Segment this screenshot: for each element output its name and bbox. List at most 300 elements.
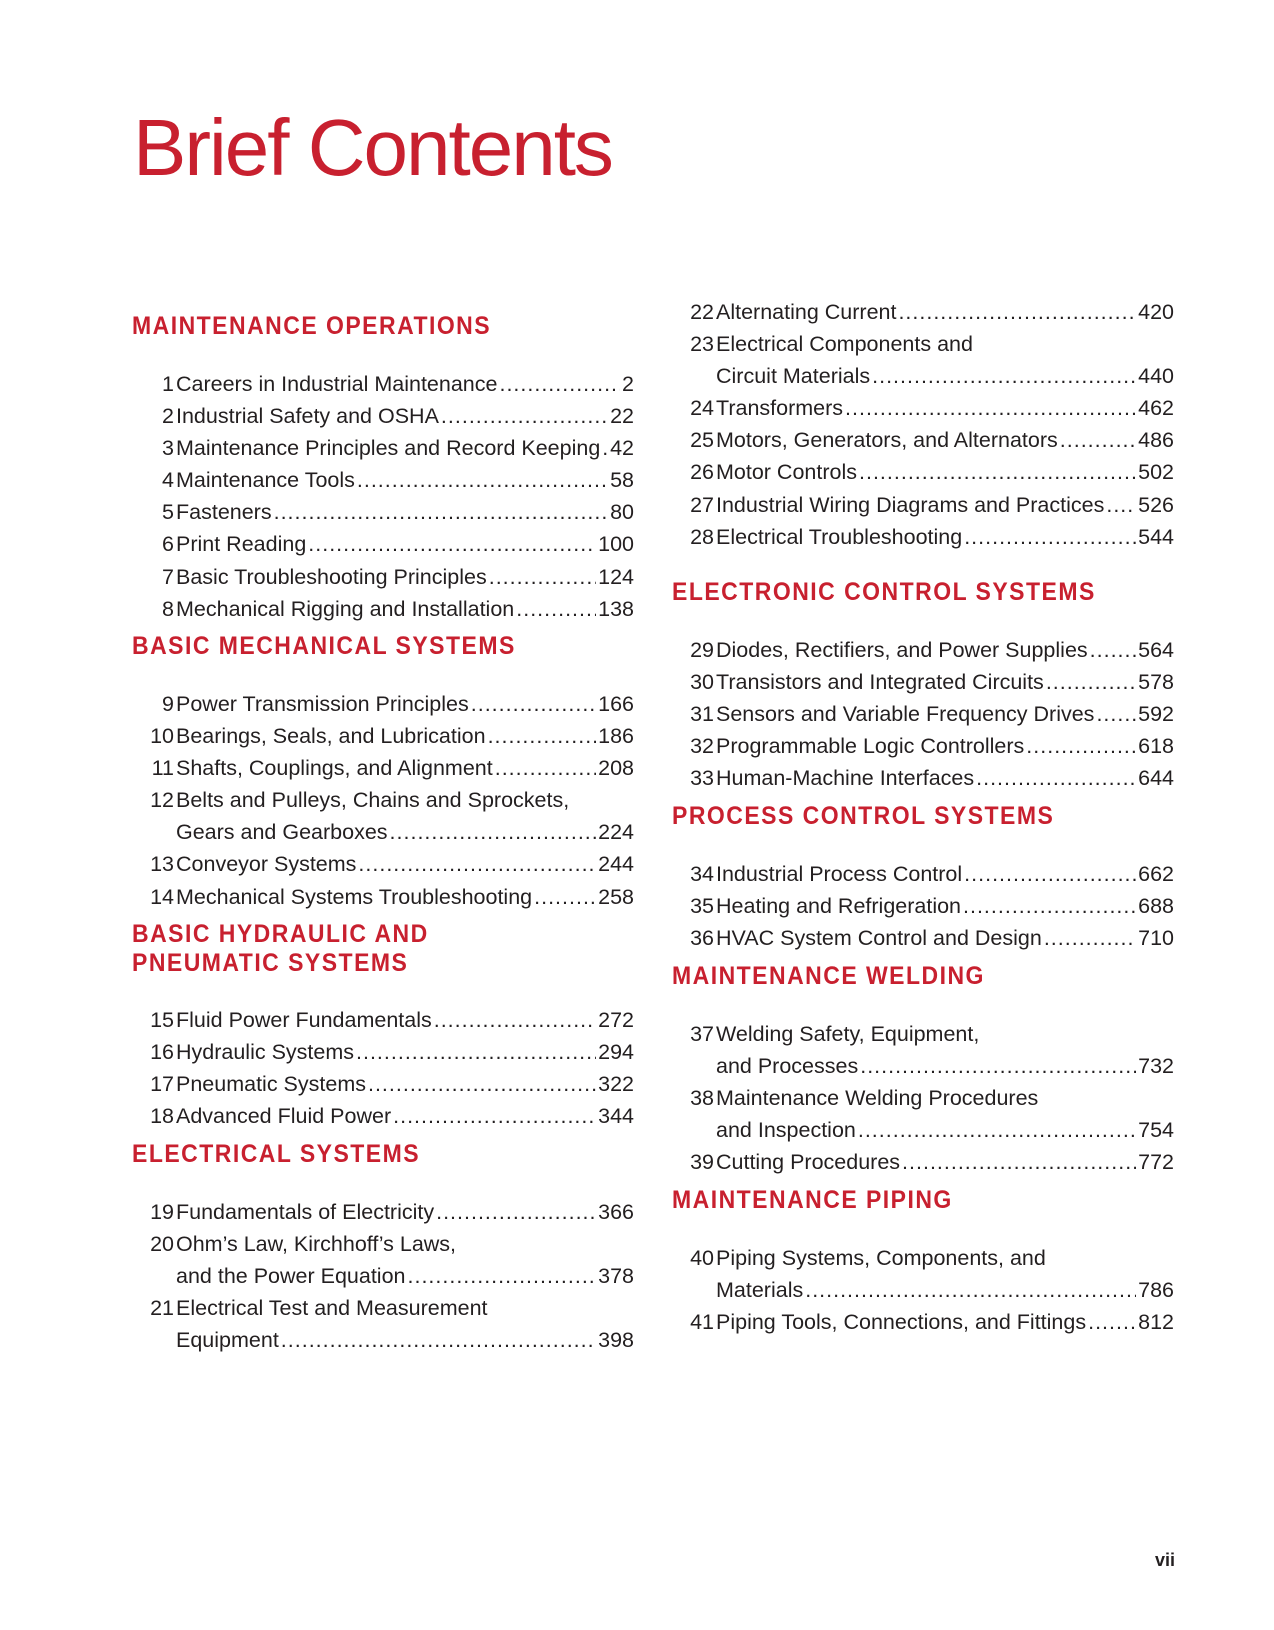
- page-number: 2: [622, 372, 634, 396]
- toc-entry[interactable]: [132, 1228, 634, 1292]
- toc-entry[interactable]: [672, 296, 1174, 328]
- toc-entry[interactable]: [132, 561, 634, 593]
- toc-entry-line: [672, 1306, 1174, 1338]
- chapter-title: Advanced Fluid Power: [176, 1104, 392, 1129]
- toc-entry[interactable]: [672, 1306, 1174, 1338]
- chapter-title-row: [716, 634, 1174, 666]
- page-number: 344: [598, 1104, 634, 1129]
- toc-section: [132, 920, 634, 1129]
- page-number: 754: [1138, 1118, 1174, 1143]
- toc-entry[interactable]: [672, 1082, 1174, 1146]
- chapter-number: 35: [690, 894, 714, 919]
- chapter-title-row: [716, 360, 1174, 392]
- toc-entry[interactable]: [672, 1242, 1174, 1306]
- page-number: 462: [1138, 396, 1174, 421]
- toc-entry-line: [672, 360, 1174, 392]
- page-number: 378: [598, 1264, 634, 1289]
- chapter-title: HVAC System Control and Design: [716, 926, 1042, 951]
- chapter-title-row: [716, 1146, 1174, 1178]
- toc-entry[interactable]: [132, 368, 634, 400]
- toc-entry-line: [132, 464, 634, 496]
- chapter-number: 40: [690, 1246, 714, 1270]
- chapter-title-row: [716, 1306, 1174, 1338]
- toc-entry[interactable]: [672, 392, 1174, 424]
- toc-entry-line: [672, 666, 1174, 698]
- chapter-title-row: [176, 464, 634, 496]
- dot-leader: [534, 881, 596, 913]
- dot-leader: [964, 521, 1136, 553]
- toc-entry-line: [672, 922, 1174, 954]
- page-number: 80: [610, 500, 634, 525]
- toc-entry-list: [672, 1242, 1174, 1338]
- chapter-number: 20: [150, 1232, 174, 1257]
- toc-entry[interactable]: [672, 666, 1174, 698]
- toc-entry-line: [672, 424, 1174, 456]
- toc-entry-line: [132, 528, 634, 560]
- toc-entry-line: [132, 1292, 634, 1324]
- chapter-title-row: [716, 1274, 1174, 1306]
- chapter-number: 7: [162, 564, 174, 589]
- section-heading-line: BASIC MECHANICAL SYSTEMS: [132, 632, 516, 660]
- dot-leader: [964, 858, 1136, 890]
- toc-entry[interactable]: [132, 1004, 634, 1036]
- chapter-title-row: [176, 784, 634, 816]
- page-number: 688: [1138, 894, 1174, 919]
- section-heading: [132, 312, 594, 341]
- chapter-title: Industrial Process Control: [716, 862, 963, 886]
- section-heading: [672, 1186, 1134, 1215]
- chapter-title: Fasteners: [176, 500, 272, 525]
- toc-entry[interactable]: [672, 521, 1174, 553]
- chapter-title: Industrial Safety and OSHA: [176, 404, 439, 429]
- toc-entry-line: [132, 400, 634, 432]
- chapter-title: Maintenance Tools: [176, 468, 355, 493]
- chapter-title-row: [176, 881, 634, 913]
- dot-leader: [602, 432, 608, 464]
- toc-entry-line: [132, 368, 634, 400]
- toc-entry[interactable]: [132, 1036, 634, 1068]
- toc-entry-line: [132, 1260, 634, 1292]
- chapter-title: Piping Tools, Connections, and Fittings: [716, 1310, 1087, 1335]
- toc-section: [672, 578, 1174, 791]
- toc-entry-line: [132, 1196, 634, 1228]
- chapter-title-row: [176, 593, 634, 625]
- section-heading-line: ELECTRONIC CONTROL SYSTEMS: [672, 578, 1096, 606]
- page-number: 322: [598, 1072, 634, 1097]
- toc-entry-line: [672, 296, 1174, 328]
- chapter-number: 19: [150, 1200, 174, 1224]
- toc-entry[interactable]: [672, 456, 1174, 488]
- toc-entry-line: [672, 1274, 1174, 1306]
- dot-leader: [489, 561, 596, 593]
- chapter-title: Print Reading: [176, 532, 307, 557]
- chapter-title-row: [716, 730, 1174, 762]
- chapter-title: Electrical Test and Measurement: [176, 1296, 488, 1321]
- dot-leader: [308, 528, 596, 560]
- chapter-title-row: [716, 762, 1174, 794]
- dot-leader: [1046, 666, 1136, 698]
- chapter-title: Circuit Materials: [716, 364, 871, 389]
- chapter-title-row: [176, 496, 634, 528]
- chapter-title-row: [716, 1242, 1174, 1274]
- toc-entry-line: [132, 688, 634, 720]
- dot-leader: [408, 1260, 597, 1292]
- chapter-title-row: [716, 521, 1174, 553]
- chapter-number: 36: [690, 926, 714, 951]
- chapter-title-row: [716, 890, 1174, 922]
- chapter-title-row: [176, 1260, 634, 1292]
- toc-entry[interactable]: [132, 528, 634, 560]
- chapter-number: 30: [690, 670, 714, 695]
- page-number: 544: [1138, 524, 1174, 549]
- chapter-number: 41: [690, 1310, 714, 1335]
- page-number: 618: [1138, 734, 1174, 759]
- chapter-number: 22: [690, 300, 714, 324]
- chapter-title: Hydraulic Systems: [176, 1040, 355, 1065]
- chapter-title: Transistors and Integrated Circuits: [716, 670, 1044, 695]
- chapter-title-row: [176, 752, 634, 784]
- toc-section: [132, 312, 634, 621]
- dot-leader: [368, 1068, 596, 1100]
- section-heading: [132, 632, 594, 661]
- chapter-number: 26: [690, 460, 714, 485]
- chapter-title-row: [716, 328, 1174, 360]
- toc-entry[interactable]: [132, 1100, 634, 1132]
- toc-entry-list: [672, 296, 1174, 553]
- toc-entry[interactable]: [132, 848, 634, 880]
- toc-entry-list: [672, 634, 1174, 794]
- chapter-title-row: [716, 1114, 1174, 1146]
- toc-entry-list: [132, 368, 634, 625]
- chapter-title-row: [176, 432, 634, 464]
- chapter-number: 2: [162, 404, 174, 429]
- toc-entry[interactable]: [132, 688, 634, 720]
- page-number: 138: [598, 596, 634, 621]
- page-number: 398: [598, 1328, 634, 1353]
- chapter-title: Mechanical Rigging and Installation: [176, 596, 515, 621]
- chapter-number: 34: [690, 862, 714, 886]
- chapter-title-row: [176, 528, 634, 560]
- dot-leader: [436, 1196, 596, 1228]
- chapter-title: Shafts, Couplings, and Alignment: [176, 756, 493, 781]
- dot-leader: [963, 890, 1136, 922]
- dot-leader: [805, 1274, 1136, 1306]
- toc-entry-line: [672, 1242, 1174, 1274]
- chapter-title: Fundamentals of Electricity: [176, 1200, 435, 1224]
- chapter-title: and Processes: [716, 1054, 859, 1079]
- page-number: 772: [1138, 1150, 1174, 1175]
- chapter-title-row: [716, 1018, 1174, 1050]
- dot-leader: [1090, 634, 1136, 666]
- page-number: 166: [598, 692, 634, 716]
- chapter-title-row: [716, 666, 1174, 698]
- toc-entry-line: [132, 561, 634, 593]
- page-number: 22: [610, 404, 634, 429]
- chapter-title-row: [176, 1324, 634, 1356]
- toc-entry[interactable]: [672, 698, 1174, 730]
- dot-leader: [845, 392, 1136, 424]
- toc-entry[interactable]: [672, 1018, 1174, 1082]
- toc-entry-line: [672, 456, 1174, 488]
- chapter-title-row: [176, 368, 634, 400]
- toc-entry[interactable]: [132, 593, 634, 625]
- dot-leader: [860, 1050, 1136, 1082]
- page-number: 526: [1138, 492, 1174, 517]
- toc-entry[interactable]: [672, 489, 1174, 521]
- toc-entry-line: [672, 328, 1174, 360]
- chapter-title-row: [176, 816, 634, 848]
- page-number: 258: [598, 884, 634, 909]
- toc-entry[interactable]: [672, 730, 1174, 762]
- toc-entry-line: [132, 1036, 634, 1068]
- chapter-title-row: [176, 848, 634, 880]
- toc-entry-line: [672, 1050, 1174, 1082]
- dot-leader: [1096, 698, 1136, 730]
- dot-leader: [357, 464, 608, 496]
- chapter-number: 24: [690, 396, 714, 421]
- toc-entry[interactable]: [672, 890, 1174, 922]
- section-heading: [672, 578, 1134, 607]
- dot-leader: [393, 1100, 596, 1132]
- chapter-number: 38: [690, 1086, 714, 1111]
- chapter-number: 12: [150, 788, 174, 813]
- section-heading-line: BASIC HYDRAULIC AND: [132, 920, 429, 948]
- chapter-number: 33: [690, 766, 714, 791]
- chapter-title-row: [176, 1196, 634, 1228]
- page-number: 186: [598, 724, 634, 749]
- toc-entry[interactable]: [132, 432, 634, 464]
- chapter-title-row: [176, 1004, 634, 1036]
- toc-entry[interactable]: [132, 1196, 634, 1228]
- toc-entry-line: [132, 432, 634, 464]
- section-heading: [672, 962, 1134, 991]
- toc-entry-line: [672, 762, 1174, 794]
- toc-entry[interactable]: [132, 720, 634, 752]
- chapter-number: 14: [150, 884, 174, 909]
- section-heading: [132, 920, 594, 978]
- toc-entry-line: [132, 784, 634, 816]
- chapter-number: 29: [690, 638, 714, 662]
- toc-entry[interactable]: [672, 634, 1174, 666]
- toc-entry[interactable]: [672, 922, 1174, 954]
- chapter-title: Welding Safety, Equipment,: [716, 1022, 980, 1046]
- toc-entry[interactable]: [132, 752, 634, 784]
- page-number: 592: [1138, 702, 1174, 727]
- chapter-title: Fluid Power Fundamentals: [176, 1008, 432, 1032]
- chapter-number: 25: [690, 428, 714, 453]
- toc-entry-line: [132, 816, 634, 848]
- toc-entry[interactable]: [132, 496, 634, 528]
- chapter-number: 23: [690, 332, 714, 357]
- chapter-number: 1: [162, 372, 174, 396]
- toc-entry-line: [132, 496, 634, 528]
- chapter-number: 13: [150, 852, 174, 877]
- chapter-title-row: [176, 400, 634, 432]
- dot-leader: [1088, 1306, 1136, 1338]
- chapter-number: 37: [690, 1022, 714, 1046]
- chapter-title: Piping Systems, Components, and: [716, 1246, 1046, 1270]
- toc-entry[interactable]: [672, 328, 1174, 392]
- chapter-title-row: [716, 698, 1174, 730]
- toc-entry-line: [132, 1228, 634, 1260]
- dot-leader: [1026, 730, 1136, 762]
- chapter-title-row: [176, 1036, 634, 1068]
- chapter-title-row: [176, 1292, 634, 1324]
- chapter-title: Bearings, Seals, and Lubrication: [176, 724, 486, 749]
- chapter-title: Sensors and Variable Frequency Drives: [716, 702, 1095, 727]
- page-number: 58: [610, 468, 634, 493]
- chapter-number: 27: [690, 492, 714, 517]
- chapter-title: Gears and Gearboxes: [176, 820, 388, 845]
- toc-entry-line: [672, 1082, 1174, 1114]
- chapter-title: Pneumatic Systems: [176, 1072, 366, 1097]
- chapter-title-row: [176, 561, 634, 593]
- chapter-number: 4: [162, 468, 174, 493]
- page-number: 710: [1138, 926, 1174, 951]
- toc-entry-list: [132, 1004, 634, 1132]
- chapter-number: 16: [150, 1040, 174, 1065]
- toc-entry[interactable]: [672, 762, 1174, 794]
- chapter-title: and Inspection: [716, 1118, 856, 1143]
- toc-entry[interactable]: [132, 400, 634, 432]
- page-number: 644: [1138, 766, 1174, 791]
- toc-entry-line: [132, 1324, 634, 1356]
- toc-entry-line: [672, 392, 1174, 424]
- chapter-title: Heating and Refrigeration: [716, 894, 962, 919]
- page-number: 42: [610, 436, 634, 461]
- dot-leader: [872, 360, 1136, 392]
- toc-entry-line: [132, 593, 634, 625]
- chapter-title: Mechanical Systems Troubleshooting: [176, 884, 533, 909]
- chapter-title: Motors, Generators, and Alternators: [716, 428, 1058, 453]
- chapter-title: Programmable Logic Controllers: [716, 734, 1025, 759]
- chapter-number: 8: [162, 596, 174, 621]
- chapter-title-row: [176, 1068, 634, 1100]
- chapter-title: and the Power Equation: [176, 1264, 406, 1289]
- chapter-number: 28: [690, 524, 714, 549]
- toc-entry-line: [132, 752, 634, 784]
- toc-entry[interactable]: [132, 464, 634, 496]
- toc-entry[interactable]: [132, 1292, 634, 1356]
- toc-entry[interactable]: [132, 881, 634, 913]
- chapter-title-row: [716, 456, 1174, 488]
- page-number: 244: [598, 852, 634, 877]
- section-heading-line: MAINTENANCE PIPING: [672, 1186, 953, 1214]
- page-number: 440: [1138, 364, 1174, 389]
- page-number: 786: [1138, 1278, 1174, 1303]
- chapter-title-row: [716, 424, 1174, 456]
- dot-leader: [858, 1114, 1136, 1146]
- toc-section: [672, 1186, 1174, 1335]
- chapter-number: 15: [150, 1008, 174, 1032]
- chapter-title: Basic Troubleshooting Principles: [176, 564, 487, 589]
- chapter-number: 18: [150, 1104, 174, 1129]
- chapter-title: Alternating Current: [716, 300, 897, 324]
- toc-entry-line: [672, 1146, 1174, 1178]
- chapter-title: Maintenance Welding Procedures: [716, 1086, 1039, 1111]
- section-heading: [672, 802, 1134, 831]
- chapter-title: Industrial Wiring Diagrams and Practices: [716, 492, 1105, 517]
- dot-leader: [281, 1324, 596, 1356]
- page-number: 486: [1138, 428, 1174, 453]
- chapter-title-row: [176, 720, 634, 752]
- section-heading-line: MAINTENANCE WELDING: [672, 962, 985, 990]
- chapter-title: Equipment: [176, 1328, 279, 1353]
- page-number: 366: [598, 1200, 634, 1224]
- toc-section: [672, 802, 1174, 951]
- toc-entry-list: [132, 688, 634, 913]
- toc-entry[interactable]: [672, 858, 1174, 890]
- dot-leader: [495, 752, 596, 784]
- dot-leader: [471, 688, 596, 720]
- chapter-title-row: [176, 1228, 634, 1260]
- chapter-title-row: [716, 1050, 1174, 1082]
- toc-entry[interactable]: [672, 424, 1174, 456]
- toc-entry[interactable]: [672, 1146, 1174, 1178]
- page-number: 100: [598, 532, 634, 557]
- toc-entry[interactable]: [132, 1068, 634, 1100]
- toc-entry-line: [132, 1004, 634, 1036]
- chapter-number: 17: [150, 1072, 174, 1097]
- dot-leader: [1060, 424, 1136, 456]
- dot-leader: [1106, 489, 1136, 521]
- toc-entry-line: [672, 1018, 1174, 1050]
- toc-entry-line: [672, 1114, 1174, 1146]
- toc-entry-line: [672, 489, 1174, 521]
- section-heading-line: ELECTRICAL SYSTEMS: [132, 1140, 421, 1168]
- chapter-number: 6: [162, 532, 174, 557]
- page-number: 564: [1138, 638, 1174, 662]
- toc-entry-line: [672, 858, 1174, 890]
- toc-entry-line: [672, 730, 1174, 762]
- toc-entry-line: [672, 890, 1174, 922]
- chapter-title: Electrical Troubleshooting: [716, 524, 963, 549]
- chapter-number: 3: [162, 436, 174, 461]
- dot-leader: [976, 762, 1136, 794]
- toc-entry-line: [672, 521, 1174, 553]
- dot-leader: [441, 400, 608, 432]
- toc-section: [672, 962, 1174, 1175]
- dot-leader: [1044, 922, 1136, 954]
- toc-entry-line: [132, 1100, 634, 1132]
- page-number: 812: [1138, 1310, 1174, 1335]
- chapter-number: 9: [162, 692, 174, 716]
- page-number: 732: [1138, 1054, 1174, 1079]
- page-number: 420: [1138, 300, 1174, 324]
- chapter-title-row: [716, 392, 1174, 424]
- section-heading-line: PNEUMATIC SYSTEMS: [132, 949, 409, 977]
- page-number: 224: [598, 820, 634, 845]
- dot-leader: [434, 1004, 596, 1036]
- chapter-title: Power Transmission Principles: [176, 692, 469, 716]
- dot-leader: [902, 1146, 1136, 1178]
- chapter-number: 31: [690, 702, 714, 727]
- chapter-title-row: [716, 296, 1174, 328]
- page-number: 208: [598, 756, 634, 781]
- chapter-title: Cutting Procedures: [716, 1150, 901, 1175]
- page-title: Brief Contents: [133, 103, 612, 192]
- chapter-title: Diodes, Rectifiers, and Power Supplies: [716, 638, 1088, 662]
- toc-entry-line: [672, 634, 1174, 666]
- dot-leader: [358, 848, 596, 880]
- toc-entry[interactable]: [132, 784, 634, 848]
- toc-entry-line: [132, 881, 634, 913]
- chapter-title: Transformers: [716, 396, 844, 421]
- page-number: 662: [1138, 862, 1174, 886]
- toc-entry-line: [132, 720, 634, 752]
- chapter-title: Human-Machine Interfaces: [716, 766, 975, 791]
- chapter-number: 11: [151, 756, 174, 781]
